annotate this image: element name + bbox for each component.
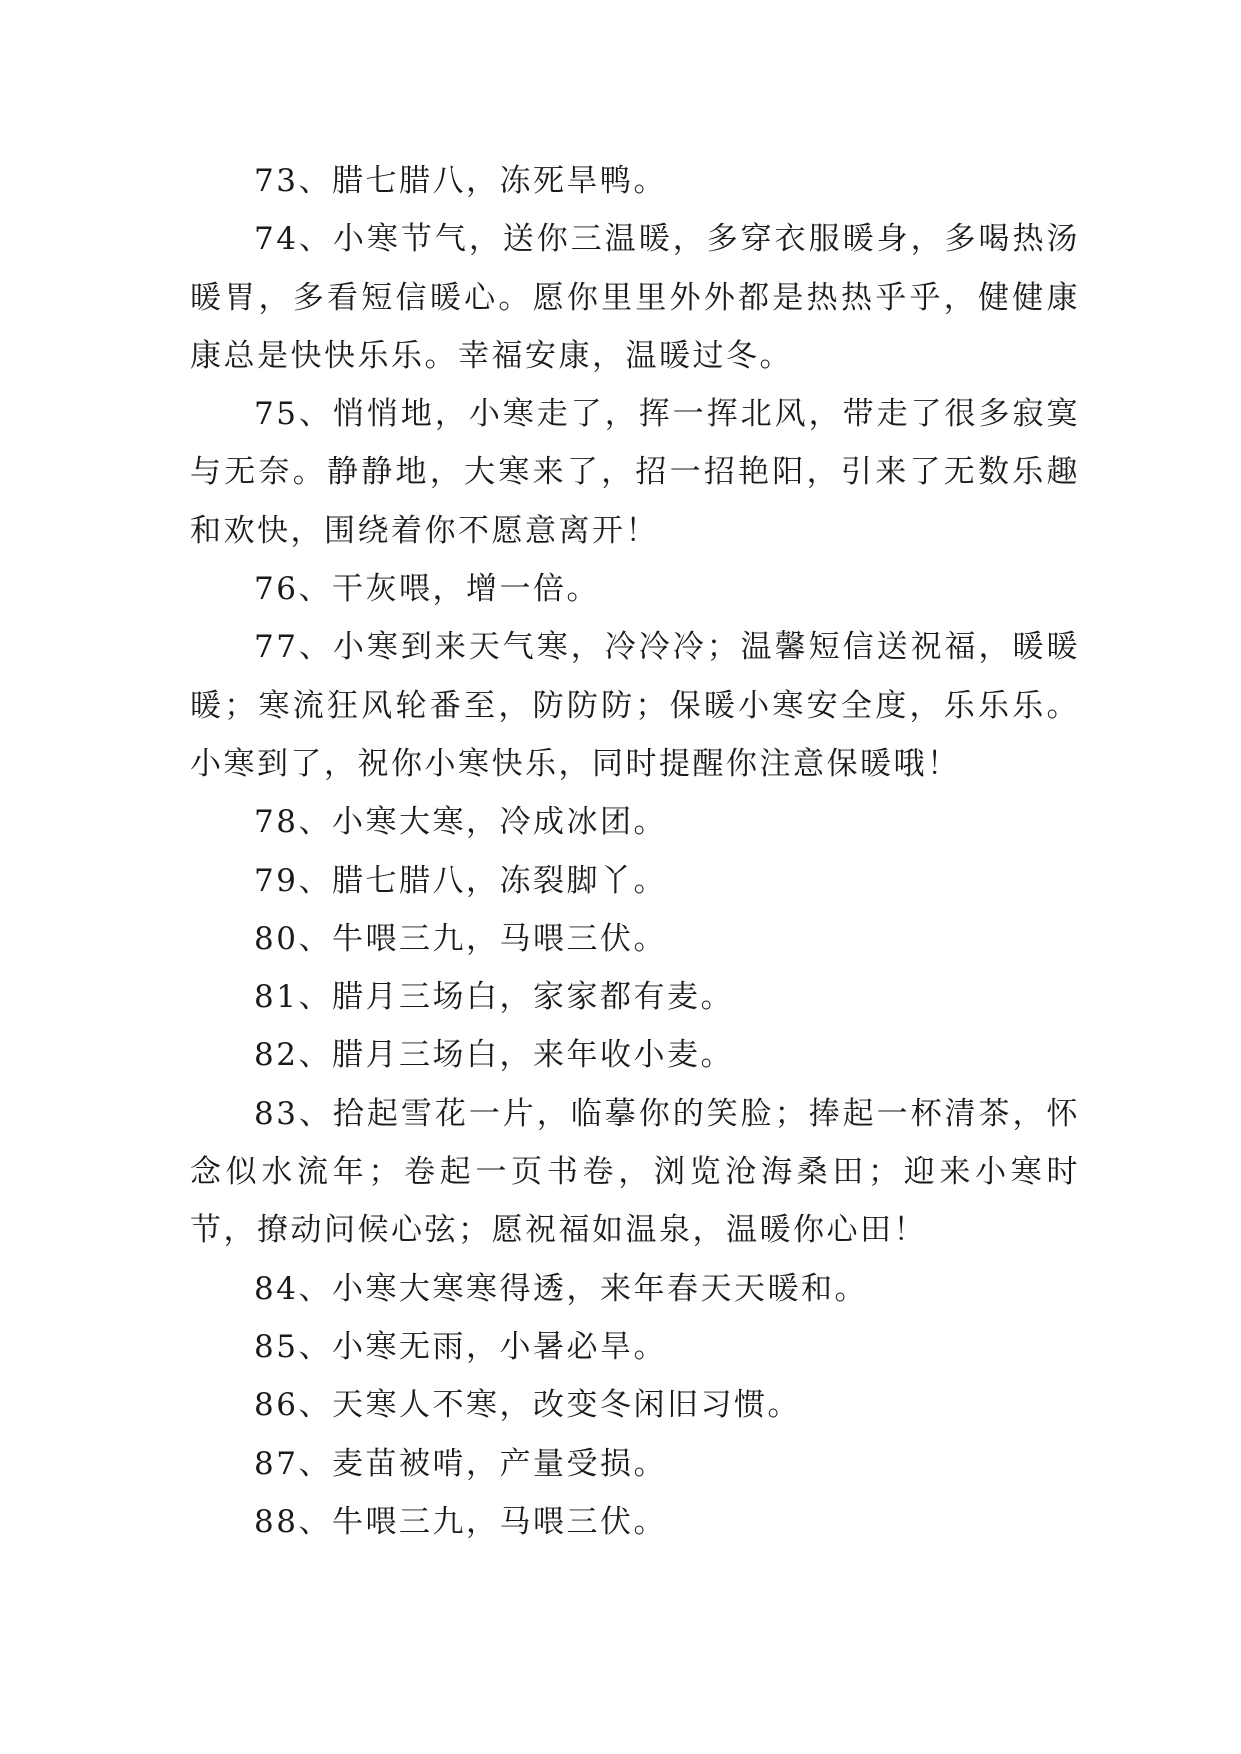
paragraph-81: 81、腊月三场白，家家都有麦。	[254, 979, 734, 1016]
paragraph-82: 82、腊月三场白，来年收小麦。	[254, 1037, 734, 1074]
paragraph-79: 79、腊七腊八，冻裂脚丫。	[254, 862, 667, 899]
document-body	[190, 152, 1080, 1551]
paragraph-76: 76、干灰喂，增一倍。	[254, 571, 600, 608]
paragraph-85: 85、小寒无雨，小暑必旱。	[254, 1328, 667, 1365]
paragraph-73: 73、腊七腊八，冻死旱鸭。	[254, 163, 667, 199]
paragraph-77: 77、小寒到来天气寒，冷冷冷；温馨短信送祝福，暖暖暖；寒流狂风轮番至，防防防；保暖小寒安全度，乐乐乐。小寒到了，祝你小寒快乐，同时提醒你注意保暖哦！	[190, 629, 1080, 782]
paragraph-86: 86、天寒人不寒，改变冬闲旧习惯。	[254, 1387, 801, 1424]
paragraph-78: 78、小寒大寒，冷成冰团。	[254, 804, 667, 841]
paragraph-83: 83、拾起雪花一片，临摹你的笑脸；捧起一杯清茶，怀念似水流年；卷起一页书卷，浏览沧海桑田；迎来小寒时节，撩动问候心弦；愿祝福如温泉，温暖你心田！	[190, 1095, 1080, 1249]
paragraph-88: 88、牛喂三九，马喂三伏。	[254, 1503, 667, 1540]
paragraph-84: 84、小寒大寒寒得透，来年春天天暖和。	[254, 1270, 868, 1307]
paragraph-74: 74、小寒节气，送你三温暖，多穿衣服暖身，多喝热汤暖胃，多看短信暖心。愿你里里外外都是热热乎乎，健健康康总是快快乐乐。幸福安康，温暖过冬。	[190, 221, 1080, 374]
paragraph-87: 87、麦苗被啃，产量受损。	[254, 1445, 667, 1482]
paragraph-75: 75、悄悄地，小寒走了，挥一挥北风，带走了很多寂寞与无奈。静静地，大寒来了，招一招艳阳，引来了无数乐趣和欢快，围绕着你不愿意离开！	[190, 396, 1080, 549]
paragraph-80: 80、牛喂三九，马喂三伏。	[254, 920, 667, 957]
